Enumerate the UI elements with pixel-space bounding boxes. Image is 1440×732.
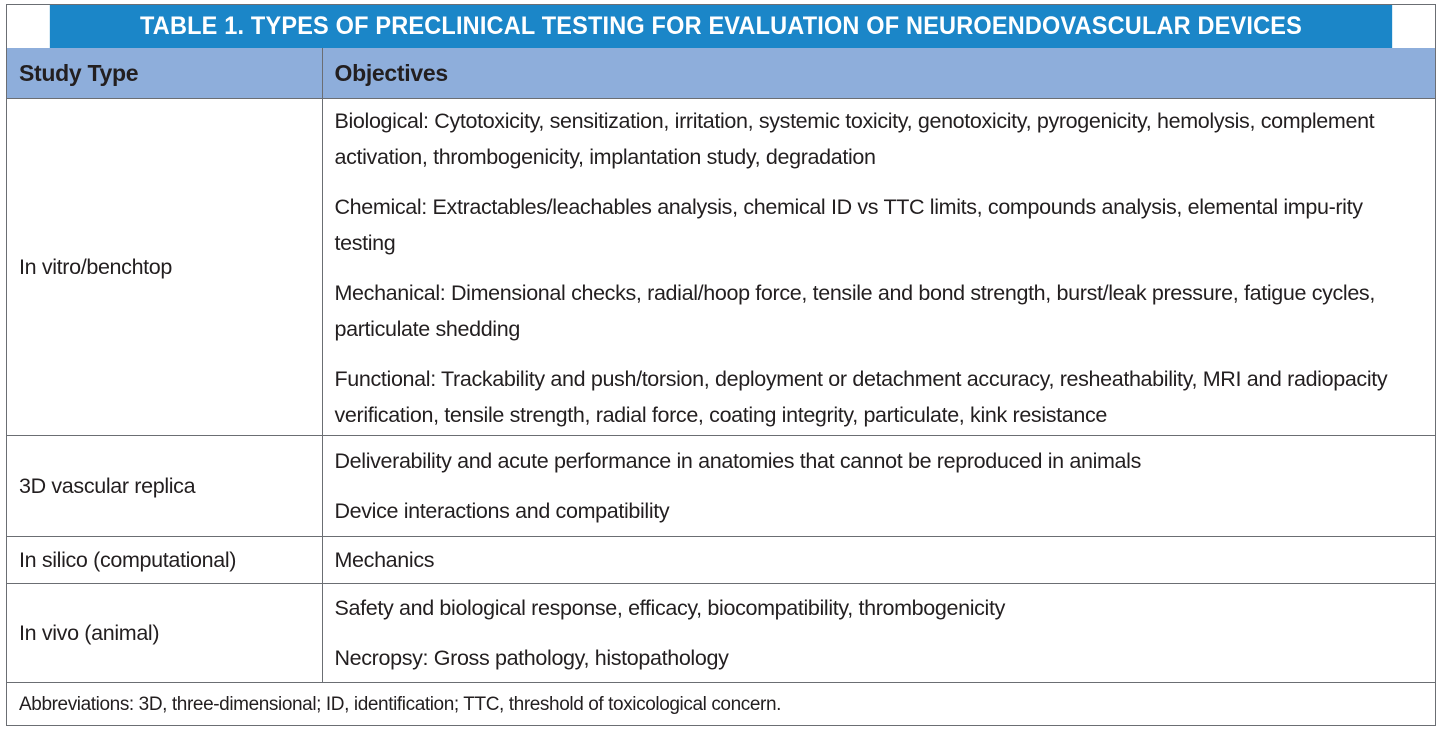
objectives-cell — [322, 99, 1435, 436]
study-type-cell: In vitro/benchtop — [7, 99, 322, 436]
footnote: Abbreviations: 3D, three-dimensional; ID, identification; TTC, threshold of toxicological concern. — [19, 694, 782, 715]
study-type-cell: In vivo (animal) — [7, 584, 322, 683]
header-row — [7, 48, 1435, 99]
objective-item: Mechanical: Dimensional checks, radial/hoop force, tensile and bond strength, burst/leak pressure, fatigue cycles, particulate shedding — [334, 281, 1375, 341]
objectives-cell — [322, 537, 1435, 584]
objectives-cell — [322, 584, 1435, 683]
objective-item: Chemical: Extractables/leachables analysis, chemical ID vs TTC limits, compounds analysis, elemental impu-rity testing — [334, 195, 1363, 255]
preclinical-testing-table — [6, 4, 1436, 726]
objectives-cell — [322, 436, 1435, 537]
study-type-cell: 3D vascular replica — [7, 436, 322, 537]
table-row — [7, 537, 1435, 584]
header-study-type: Study Type — [7, 48, 322, 99]
table-body — [7, 48, 1435, 726]
table-row — [7, 436, 1435, 537]
study-type-cell: In silico (computational) — [7, 537, 322, 584]
header-objectives: Objectives — [322, 48, 1435, 99]
footnote-row — [7, 683, 1435, 727]
objective-item: Device interactions and compatibility — [334, 499, 670, 523]
objective-item: Functional: Trackability and push/torsion, deployment or detachment accuracy, resheathability, MRI and radiopacity verification, tensile strength, radial force, coating integrity, particulate, kink resistance — [334, 367, 1388, 427]
table-title: TABLE 1. TYPES OF PRECLINICAL TESTING FOR EVALUATION OF NEUROENDOVASCULAR DEVICES — [50, 5, 1392, 48]
objective-item: Biological: Cytotoxicity, sensitization, irritation, systemic toxicity, genotoxicity, pyrogenicity, hemolysis, complement activation, thrombogenicity, implantation study, degradation — [334, 109, 1375, 169]
objective-item: Necropsy: Gross pathology, histopathology — [334, 646, 729, 670]
objective-item: Mechanics — [334, 548, 435, 572]
objective-item: Deliverability and acute performance in anatomies that cannot be reproduced in animals — [334, 449, 1141, 473]
objective-item: Safety and biological response, efficacy, biocompatibility, thrombogenicity — [334, 596, 1005, 620]
table-row — [7, 584, 1435, 683]
table-row — [7, 99, 1435, 436]
